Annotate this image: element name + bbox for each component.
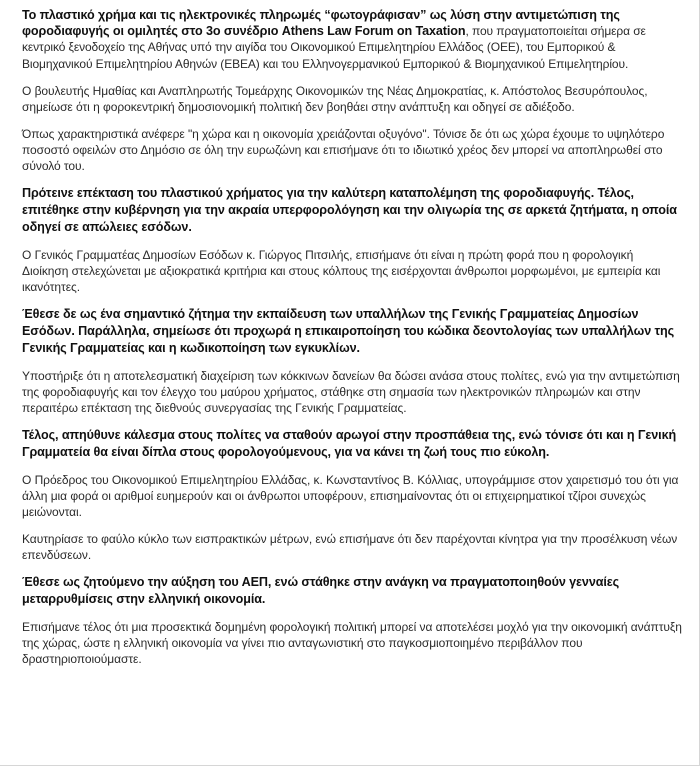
paragraph: Υποστήριξε ότι η αποτελεσματική διαχείριση των κόκκινων δανείων θα δώσει ανάσα στους πολίτες, ενώ για την αντιμετώπιση της φοροδιαφυγής και τον έλεγχο του μαύρου χρήματος, στάθηκε στη σημασία των ηλεκτρονικών πληρωμών και στην περαιτέρω επέκταση της διεθνούς συνεργασίας της Γενικής Γραμματείας. <box>22 368 680 415</box>
bold-paragraph: Πρότεινε επέκταση του πλαστικού χρήματος για την καλύτερη καταπολέμηση της φοροδιαφυγής. Τέλος, επιτέθηκε στην κυβέρνηση για την ακραία υπερφορολόγηση και την ολιγωρία της σε αρκετά ζητήματα, η οποία οδηγεί σε απώλειες εσόδων. <box>22 185 677 234</box>
bold-paragraph: Έθεσε ως ζητούμενο την αύξηση του ΑΕΠ, ενώ στάθηκε στην ανάγκη να πραγματοποιηθούν γενναίες μεταρρυθμίσεις στην ελληνική οικονομία. <box>22 574 620 606</box>
paragraph: Ο Πρόεδρος του Οικονομικού Επιμελητηρίου Ελλάδας, κ. Κωνσταντίνος Β. Κόλλιας, υπογράμμισε στον χαιρετισμό του ότι για άλλη μια φορά οι αριθμοί ευημερούν και οι άνθρωποι υποφέρουν, επισημαίνοντας ότι οι επιχειρηματικοί τζίροι συνεχώς μειώνονται. <box>22 472 679 519</box>
lead-rest-text: , που πραγματοποιείται σήμερα σε κεντρικό ξενοδοχείο της Αθήνας υπό την αιγίδα του Οικονομικού Επιμελητηρίου Ελλάδος (ΟΕΕ), του Εμπορικού & Βιομηχανικού Επιμελητηρίου Αθηνών (ΕΒΕΑ) και του Ελληνογερμανικού Εμπορικού & Βιομηχανικού Επιμελητηρίου. <box>22 24 646 71</box>
paragraph: Ο βουλευτής Ημαθίας και Αναπληρωτής Τομεάρχης Οικονομικών της Νέας Δημοκρατίας, κ. Απόστολος Βεσυρόπουλος, σημείωσε ότι η φοροκεντρική δημοσιονομική πολιτική δεν βοηθάει στην ανάπτυξη και οδηγεί σε αδιέξοδο. <box>22 83 648 114</box>
article-body <box>22 7 682 677</box>
paragraph: Ο Γενικός Γραμματέας Δημοσίων Εσόδων κ. Γιώργος Πιτσιλής, επισήμανε ότι είναι η πρώτη φορά που η φορολογική Διοίκηση στελεχώνεται με αξιοκρατικά κριτήρια και στους κόλπους της εισέρχονται άνθρωποι μορφωμένοι, με εμπειρία και ικανότητες. <box>22 247 661 294</box>
lead-paragraph <box>22 7 682 72</box>
bold-paragraph: Τέλος, απηύθυνε κάλεσμα στους πολίτες να σταθούν αρωγοί στην προσπάθεια της, ενώ τόνισε ότι και η Γενική Γραμματεία θα είναι δίπλα στους φορολογούμενους, για να κάνει τη ζωή τους πιο εύκολη. <box>22 427 677 459</box>
lead-bold-text: Το πλαστικό χρήμα και τις ηλεκτρονικές πληρωμές “φωτογράφισαν” ως λύση στην αντιμετώπιση της φοροδιαφυγής οι ομιλητές στο 3ο συνέδριο Athens Law Forum on Taxation <box>22 8 620 39</box>
paragraph: Όπως χαρακτηριστικά ανέφερε "η χώρα και η οικονομία χρειάζονται οξυγόνο". Τόνισε δε ότι ως χώρα έχουμε το υψηλότερο ποσοστό οφειλών στο Δημόσιο σε όλη την ευρωζώνη και επισήμανε ότι το ιδιωτικό χρέος δεν μπορεί να αποπληρωθεί στο σύνολό του. <box>22 126 665 173</box>
paragraph: Καυτηρίασε το φαύλο κύκλο των εισπρακτικών μέτρων, ενώ επισήμανε ότι δεν παρέχονται κίνητρα για την προσέλκυση νέων επενδύσεων. <box>22 531 678 562</box>
paragraph: Επισήμανε τέλος ότι μια προσεκτικά δομημένη φορολογική πολιτική μπορεί να αποτελέσει μοχλό για την οικονομική ανάπτυξη της χώρας, ώστε η ελληνική οικονομία να γίνει πιο ανταγωνιστική στο παγκοσμιοποιημένο περιβάλλον που δραστηριοποιούμαστε. <box>22 619 682 666</box>
bold-paragraph: Έθεσε δε ως ένα σημαντικό ζήτημα την εκπαίδευση των υπαλλήλων της Γενικής Γραμματείας Δημοσίων Εσόδων. Παράλληλα, σημείωσε ότι προχωρά η επικαιροποίηση του κώδικα δεοντολογίας των υπαλλήλων της Γενικής Γραμματείας και η κωδικοποίηση των εγκυκλίων. <box>22 306 675 355</box>
